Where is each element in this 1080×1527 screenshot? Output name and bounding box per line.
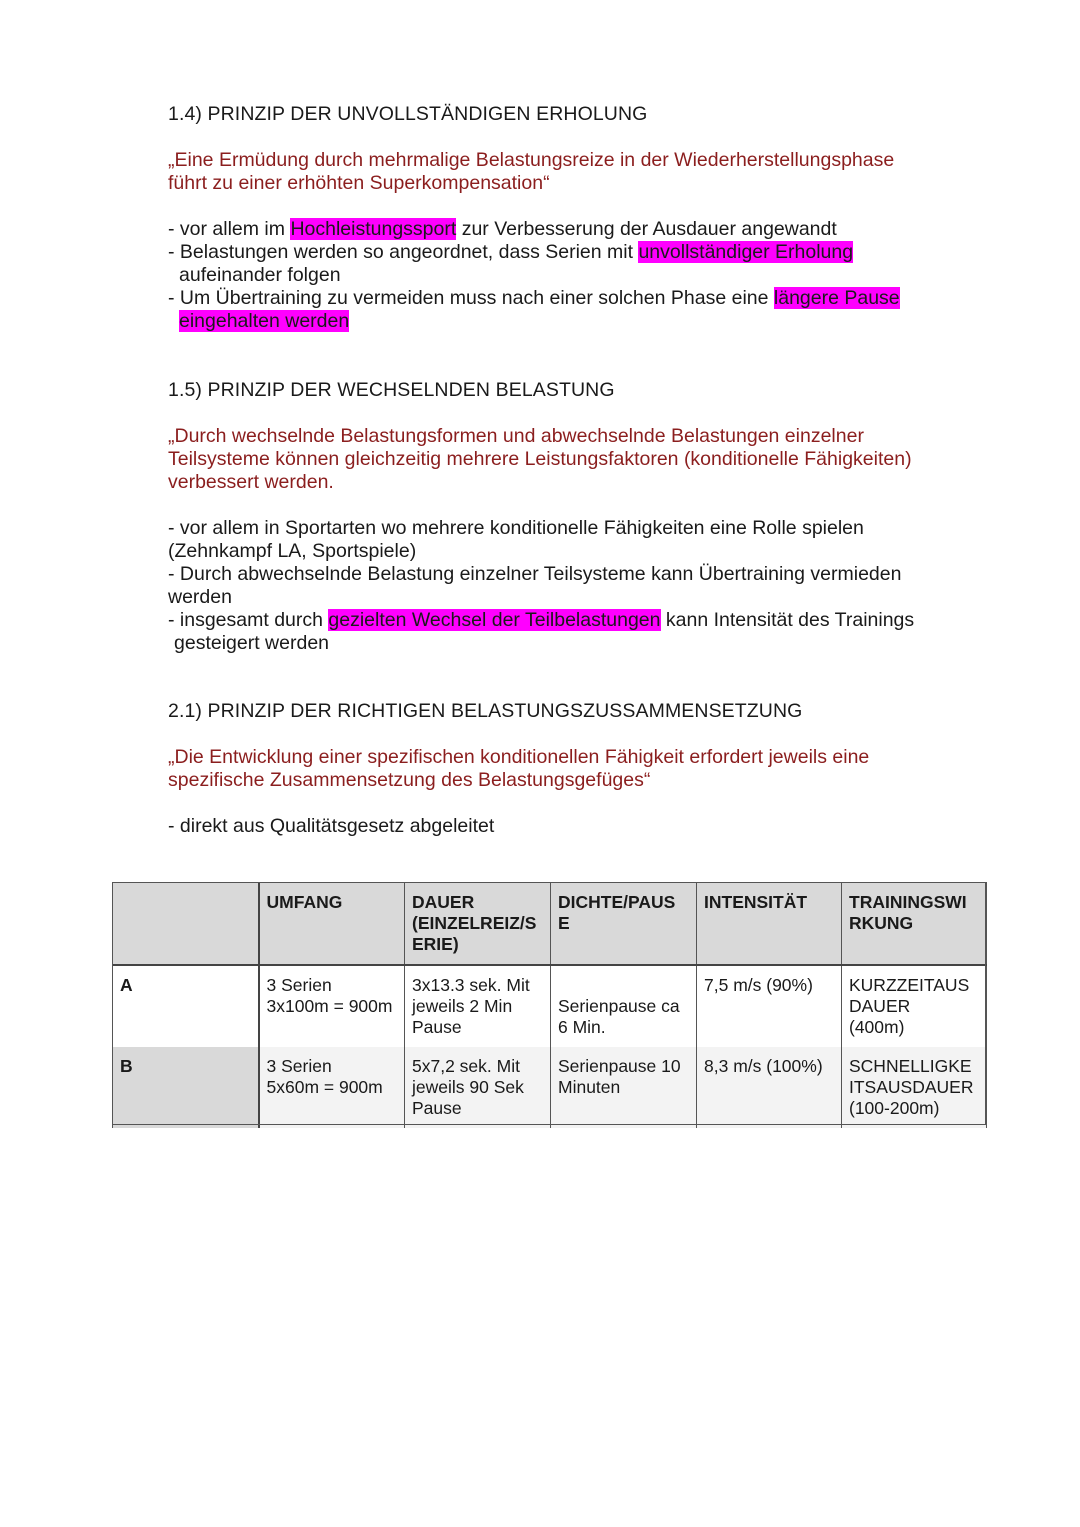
header-line: DICHTE/PAUS	[558, 892, 676, 912]
row-label: A	[113, 965, 259, 1047]
cell-line: ITSAUSDAUER	[849, 1077, 974, 1097]
table-row	[113, 965, 987, 1047]
header-line: DAUER	[412, 892, 475, 912]
bullet-list	[168, 517, 958, 655]
section-heading: 2.1) PRINZIP DER RICHTIGEN BELASTUNGSZUSSAMMENSETZUNG	[168, 700, 803, 722]
highlight: Hochleistungssport	[290, 218, 457, 240]
cell-wirkung	[842, 965, 987, 1047]
quote-line: „Durch wechselnde Belastungsformen und abwechselnde Belastungen einzelner	[168, 425, 864, 447]
cell-line: KURZZEITAUS	[849, 975, 970, 995]
cell-line: 3x100m = 900m	[266, 996, 393, 1016]
cell-umfang	[259, 965, 405, 1047]
table-row	[113, 1047, 987, 1128]
cell-line: 5x60m = 900m	[266, 1077, 383, 1097]
quote-line: spezifische Zusammensetzung des Belastungsgefüges“	[168, 769, 651, 791]
cell-line: Minuten	[558, 1077, 621, 1097]
bullet-text: - Um Übertraining zu vermeiden muss nach einer solchen Phase eine	[168, 287, 774, 309]
cell-line	[558, 975, 689, 996]
section-wechselnde-belastung	[168, 379, 958, 655]
cell-wirkung	[842, 1047, 987, 1128]
header-line: E	[558, 913, 570, 933]
cell-line: 7,5 m/s (90%)	[704, 975, 813, 995]
highlight: längere Pause	[773, 287, 900, 309]
cell-dichte	[551, 1047, 697, 1128]
cell-line: 8,3 m/s (100%)	[704, 1056, 823, 1076]
cell-line: 3x13.3 sek. Mit	[412, 975, 530, 995]
section-unvollstaendige-erholung	[168, 103, 958, 333]
cell-dauer	[405, 965, 551, 1047]
header-line: RKUNG	[849, 913, 914, 933]
bullet-item: - Durch abwechselnde Belastung einzelner Teilsysteme kann Übertraining vermieden	[168, 563, 902, 585]
table-header-dichte	[551, 882, 697, 965]
header-line: (EINZELREIZ/S	[412, 913, 537, 933]
cell-line: 6 Min.	[558, 1017, 606, 1037]
quote-line: „Die Entwicklung einer spezifischen konditionellen Fähigkeit erfordert jeweils eine	[168, 746, 870, 768]
bullet-text: zur Verbesserung der Ausdauer angewandt	[456, 218, 837, 240]
bullet-item: - vor allem in Sportarten wo mehrere konditionelle Fähigkeiten eine Rolle spielen	[168, 517, 864, 539]
highlight: gezielten Wechsel der Teilbelastungen	[328, 609, 661, 631]
cell-dichte	[551, 965, 697, 1047]
cell-line: Pause	[412, 1017, 462, 1037]
cell-line: SCHNELLIGKE	[849, 1056, 972, 1076]
section-belastungszusammensetzung	[168, 700, 958, 838]
quote-line: Teilsysteme können gleichzeitig mehrere Leistungsfaktoren (konditionelle Fähigkeiten)	[168, 448, 912, 470]
cell-line: Serienpause ca	[558, 996, 680, 1016]
cell-line: (400m)	[849, 1017, 905, 1037]
header-line: ERIE)	[412, 934, 459, 954]
cell-line: 3 Serien	[266, 1056, 332, 1076]
cell-umfang	[259, 1047, 405, 1128]
cell-intensitaet	[697, 965, 842, 1047]
cell-line: jeweils 90 Sek	[412, 1077, 524, 1097]
cell-line: DAUER	[849, 996, 911, 1016]
cell-line: (100-200m)	[849, 1098, 940, 1118]
quote-line: führt zu einer erhöhten Superkompensation“	[168, 172, 550, 194]
bullet-text: - vor allem im	[168, 218, 291, 240]
quote-line: verbessert werden.	[168, 471, 334, 493]
bullet-list	[168, 218, 958, 333]
bullet-text: kann Intensität des Trainings	[660, 609, 915, 631]
table-header-wirkung	[842, 882, 987, 965]
table-header-intensitaet: INTENSITÄT	[697, 882, 842, 965]
table-header-corner	[113, 882, 259, 965]
header-line: TRAININGSWI	[849, 892, 967, 912]
cell-intensitaet	[697, 1047, 842, 1128]
cell-dauer	[405, 1047, 551, 1128]
bullet-item	[168, 609, 958, 632]
bullet-continuation: gesteigert werden	[174, 632, 330, 654]
bullet-continuation: werden	[168, 586, 232, 608]
table-header-umfang: UMFANG	[259, 882, 405, 965]
bullet-continuation: aufeinander folgen	[179, 264, 341, 286]
bullet-item	[168, 218, 958, 241]
bullet-text: - Belastungen werden so angeordnet, dass Serien mit	[168, 241, 639, 263]
table-header-dauer	[405, 882, 551, 965]
bullet-item	[168, 287, 958, 310]
cell-line: Pause	[412, 1098, 462, 1118]
cell-line: jeweils 2 Min	[412, 996, 513, 1016]
cell-line: 3 Serien	[266, 975, 332, 995]
cell-line: 5x7,2 sek. Mit	[412, 1056, 520, 1076]
row-label: B	[113, 1047, 259, 1128]
bullet-item: - direkt aus Qualitätsgesetz abgeleitet	[168, 815, 495, 837]
section-heading: 1.5) PRINZIP DER WECHSELNDEN BELASTUNG	[168, 379, 615, 401]
section-quote	[168, 149, 958, 195]
highlight: unvollständiger Erholung	[638, 241, 854, 263]
cell-line: Serienpause 10	[558, 1056, 681, 1076]
belastung-table	[112, 882, 987, 1128]
highlight: eingehalten werden	[179, 310, 350, 332]
bullet-continuation	[168, 310, 958, 333]
section-quote	[168, 746, 958, 792]
bullet-item	[168, 241, 958, 264]
bullet-text: - insgesamt durch	[168, 609, 329, 631]
quote-line: „Eine Ermüdung durch mehrmalige Belastungsreize in der Wiederherstellungsphase	[168, 149, 895, 171]
section-quote	[168, 425, 958, 494]
section-heading: 1.4) PRINZIP DER UNVOLLSTÄNDIGEN ERHOLUNG	[168, 103, 648, 125]
bullet-continuation: (Zehnkampf LA, Sportspiele)	[168, 540, 417, 562]
table-header-row	[113, 882, 987, 965]
